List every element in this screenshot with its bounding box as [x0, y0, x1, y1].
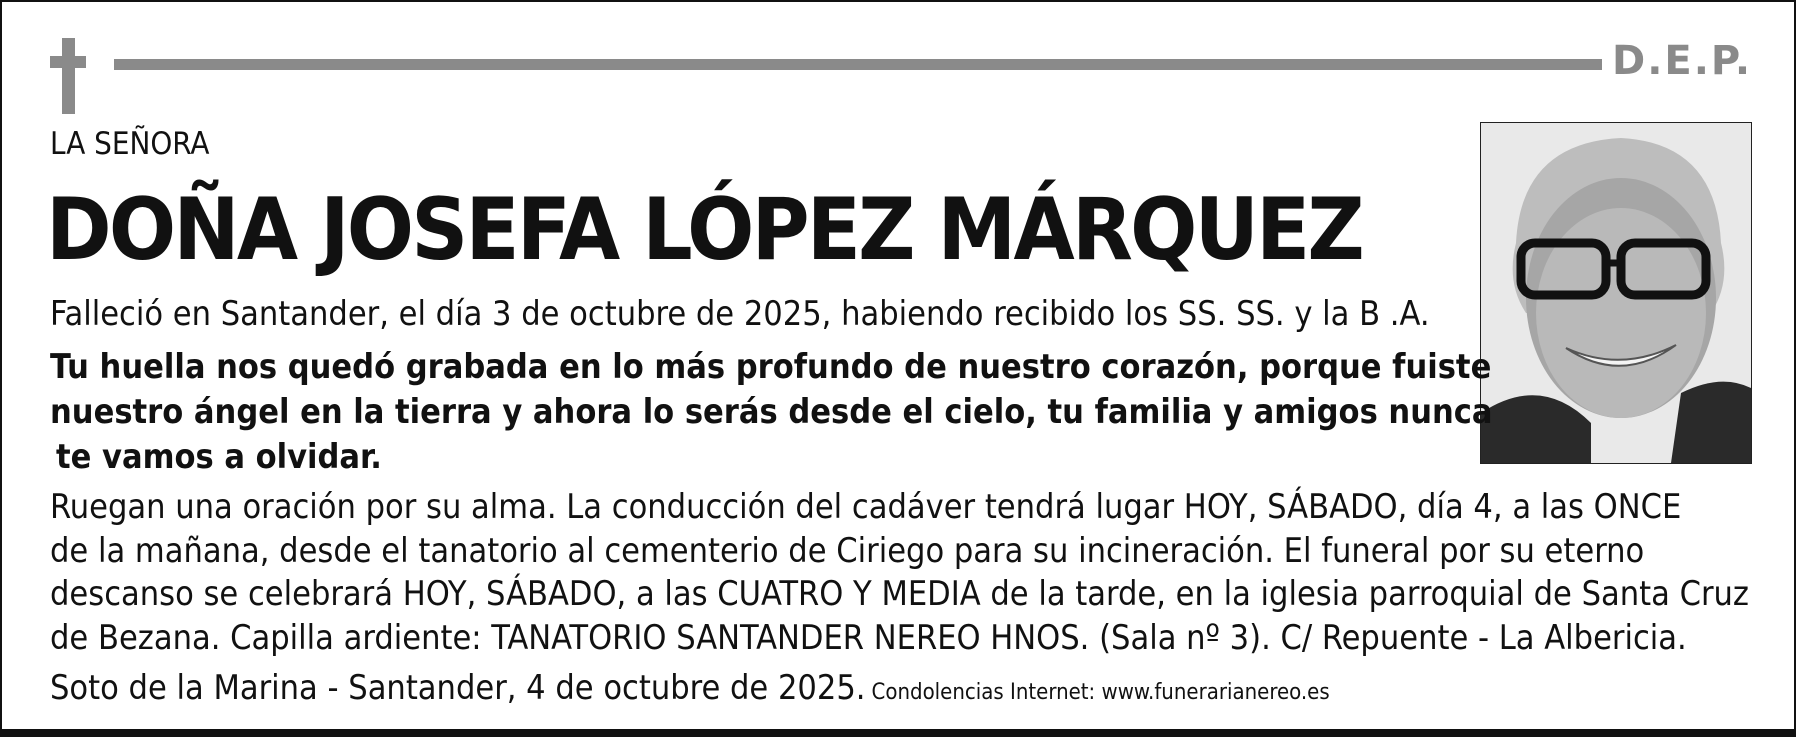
deceased-name: DOÑA JOSEFA LÓPEZ MÁRQUEZ: [46, 180, 1363, 280]
funeral-info-line: de la mañana, desde el tanatorio al cementerio de Ciriego para su incineración. El funeral por su eterno: [50, 530, 1645, 571]
funeral-info-line: descanso se celebrará HOY, SÁBADO, a las CUATRO Y MEDIA de la tarde, en la iglesia parroquial de Santa Cruz: [50, 574, 1749, 614]
honorific: LA SEÑORA: [50, 126, 210, 162]
funeral-info-line: de Bezana. Capilla ardiente: TANATORIO SANTANDER NEREO HNOS. (Sala nº 3). C/ Repuente - La Albericia.: [50, 617, 1687, 658]
condolences-link[interactable]: Condolencias Internet: www.funerarianereo.es: [871, 680, 1330, 705]
epitaph: [50, 345, 1493, 480]
epitaph-line: te vamos a olvidar.: [56, 437, 382, 477]
epitaph-line: Tu huella nos quedó grabada en lo más profundo de nuestro corazón, porque fuiste: [50, 347, 1492, 387]
header-rule: [114, 59, 1602, 70]
footer: [50, 668, 1330, 708]
funeral-info-line: Ruegan una oración por su alma. La conducción del cadáver tendrá lugar HOY, SÁBADO, día 4, a las ONCE: [50, 487, 1682, 527]
place-date: Soto de la Marina - Santander, 4 de octubre de 2025.: [50, 668, 866, 708]
funeral-info: [50, 486, 1749, 660]
death-notice: Falleció en Santander, el día 3 de octubre de 2025, habiendo recibido los SS. SS. y la B .A.: [50, 294, 1430, 334]
portrait-photo: [1480, 122, 1752, 464]
cross-icon: [50, 38, 86, 114]
epitaph-line: nuestro ángel en la tierra y ahora lo serás desde el cielo, tu familia y amigos nunca: [50, 392, 1493, 432]
dep-label: D.E.P.: [1612, 38, 1753, 84]
